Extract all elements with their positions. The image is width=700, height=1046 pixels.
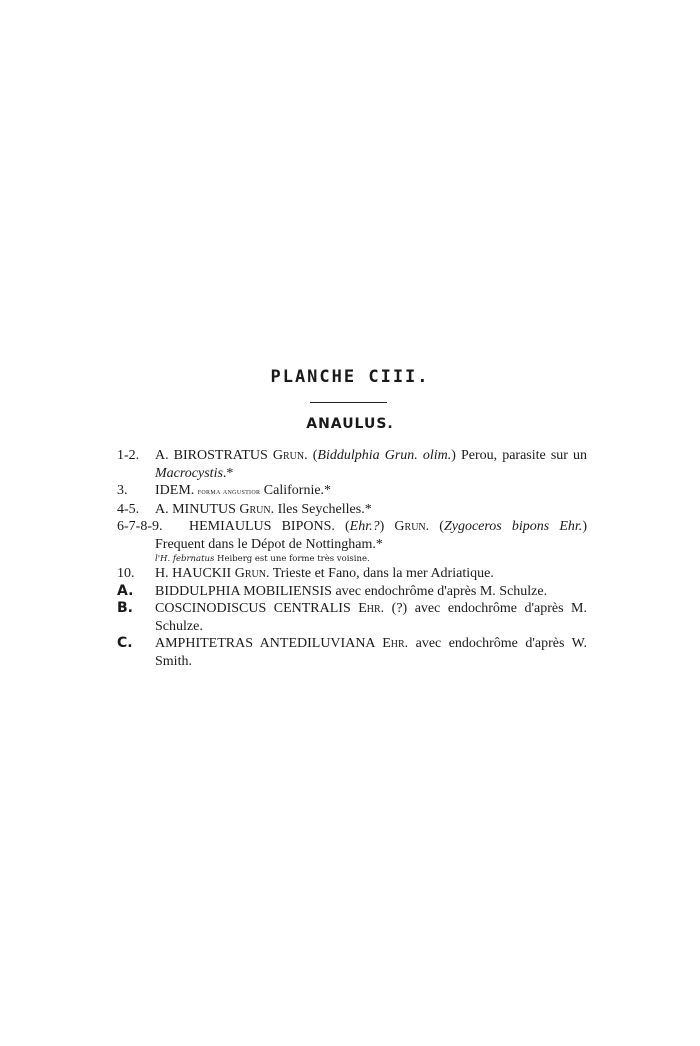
entry-description: [155, 482, 587, 501]
entry-text-fragment: Ehr.: [358, 601, 385, 616]
entry-text-fragment: (: [429, 519, 444, 534]
entry-text-fragment: A. BIROSTRATUS: [155, 448, 273, 463]
entry-description: [155, 583, 587, 601]
entry-text-fragment: Biddulphia: [317, 448, 380, 463]
legend-entry: [117, 518, 587, 553]
entry-text-fragment: Iles Seychelles.*: [274, 501, 372, 517]
legend-entry: [117, 501, 587, 519]
legend-entry: [117, 583, 587, 601]
entry-description: [155, 635, 587, 670]
entry-description: [155, 600, 587, 635]
entry-text-fragment: Grun.: [239, 501, 275, 517]
figure-number: A.: [117, 582, 134, 599]
entry-text-fragment: Grun.: [394, 519, 430, 534]
entry-description: [155, 565, 587, 583]
plate-title: PLANCHE CIII.: [270, 367, 430, 387]
entry-text-fragment: avec endochrôme d'après W. Smith.: [155, 636, 588, 669]
entry-description: [155, 518, 587, 553]
entry-text-fragment: Grun.: [272, 448, 308, 463]
entry-description: [155, 501, 587, 519]
entry-text-fragment: Trieste et Fano, dans la mer Adriatique.: [269, 566, 494, 581]
entry-text-fragment: ) Frequent dans le Dépot de Nottingham.*: [155, 519, 587, 552]
entry-text-fragment: Zygoceros bipons Ehr.: [443, 519, 583, 534]
entry-text-fragment: COSCINODISCUS CENTRALIS: [155, 601, 359, 616]
legend-entry: [117, 600, 587, 635]
title-divider: [310, 402, 387, 403]
entry-text-fragment: Californie.*: [260, 483, 332, 498]
section-heading: ANAULUS.: [306, 416, 394, 432]
figure-number: B.: [117, 600, 133, 616]
entry-text-fragment: forma angustior: [197, 487, 261, 496]
figure-number: C.: [117, 635, 133, 651]
entry-text-fragment: (: [312, 448, 318, 463]
entry-text-fragment: Macrocystis: [155, 465, 223, 481]
figure-number: 10.: [117, 566, 135, 581]
entry-text-fragment: Grun.: [234, 566, 270, 581]
entry-text-fragment: l'H. febrnatus: [155, 554, 215, 564]
entry-text-fragment: BIDDULPHIA MOBILIENSIS avec endochrôme d'après M. Schulze.: [155, 583, 548, 599]
entry-text-fragment: Ehr.?: [349, 519, 380, 534]
entry-text-fragment: (?) avec endochrôme d'après M. Schulze.: [155, 601, 588, 634]
figure-number: 6-7-8-9.: [117, 519, 163, 534]
figure-number: 3.: [117, 483, 128, 498]
entry-footnote: [117, 553, 587, 565]
entry-text-fragment: .*: [222, 465, 234, 481]
legend-entry: [117, 635, 587, 670]
figure-number: 4-5.: [117, 501, 140, 517]
entry-text-fragment: AMPHITETRAS ANTEDILUVIANA: [155, 636, 383, 651]
figure-number: 1-2.: [117, 448, 140, 463]
legend-entry: [117, 482, 587, 501]
entry-text-fragment: IDEM.: [155, 483, 198, 498]
legend-entry: [117, 447, 587, 482]
entry-text-fragment: A. MINUTUS: [155, 501, 240, 517]
entry-text-fragment: H. HAUCKII: [155, 566, 235, 581]
entry-text-fragment: Heiberg est une forme très voisine.: [214, 554, 370, 564]
entry-text-fragment: ) Perou, parasite sur un: [451, 448, 588, 463]
entry-text-fragment: HEMIAULUS BIPONS. (: [189, 519, 350, 534]
entry-text-fragment: Ehr.: [382, 636, 409, 651]
entry-description: [155, 447, 587, 482]
plate-legend-list: [117, 447, 587, 670]
legend-entry: [117, 565, 587, 583]
entry-text-fragment: Grun. olim.: [384, 448, 452, 463]
entry-text-fragment: ): [379, 519, 395, 534]
